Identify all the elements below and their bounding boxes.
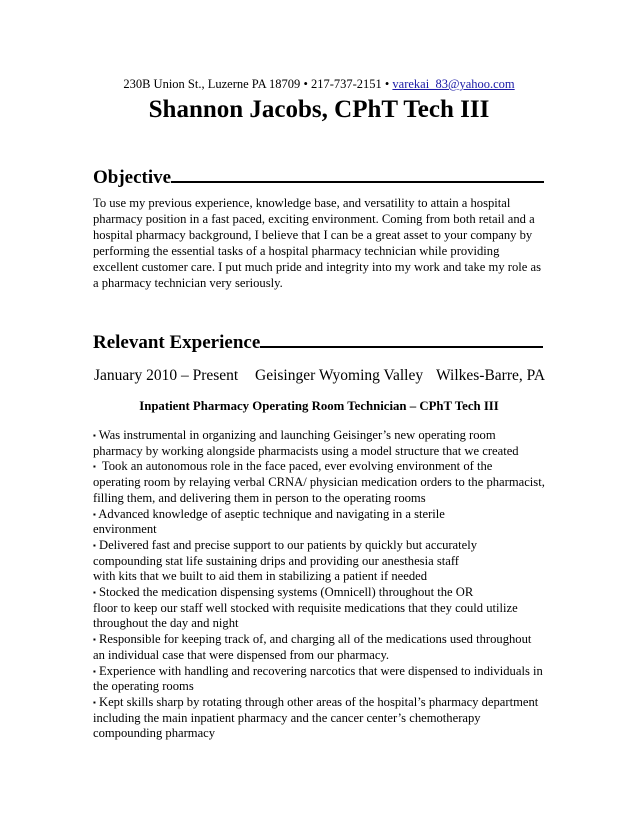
list-item	[93, 632, 551, 663]
bullet-text: Took an autonomous role in the face paced, ever evolving environment of the	[95, 459, 493, 474]
list-item	[93, 428, 551, 459]
separator-dot: •	[303, 77, 308, 91]
bullet-line	[93, 491, 551, 507]
bullet-text: filling them, and delivering them in person to the operating rooms	[93, 490, 426, 505]
bullet-text: Experience with handling and recovering narcotics that were dispensed to individuals in	[95, 663, 543, 678]
objective-heading	[93, 164, 544, 189]
bullet-text: throughout the day and night	[93, 616, 239, 631]
bullet-line	[93, 664, 551, 680]
bullet-text: compounding pharmacy	[93, 726, 216, 741]
list-item	[93, 538, 551, 585]
job-employer: Geisinger Wyoming Valley	[255, 367, 424, 384]
bullet-line	[93, 711, 551, 727]
heading-underline-rule	[171, 164, 544, 183]
objective-line: To use my previous experience, knowledge base, and versatility to attain a hospital	[93, 196, 511, 210]
bullet-text: compounding stat life sustaining drips and providing our anesthesia staff	[93, 553, 459, 568]
bullet-text: pharmacy by working alongside pharmacists using a model structure that we created	[93, 443, 519, 458]
email-link[interactable]: varekai_83@yahoo.com	[392, 77, 515, 91]
bullet-line	[93, 585, 551, 601]
list-item	[93, 664, 551, 695]
square-bullet-icon: ▪	[93, 509, 96, 519]
list-item	[93, 507, 551, 538]
bullet-text: an individual case that were dispensed from our pharmacy.	[93, 647, 390, 662]
list-item	[93, 585, 551, 632]
bullet-text: operating room by relaying verbal CRNA/ physician medication orders to the pharmacist,	[93, 475, 545, 490]
square-bullet-icon: ▪	[93, 462, 96, 472]
square-bullet-icon: ▪	[93, 635, 96, 645]
bullet-text: environment	[93, 522, 157, 537]
job-title: Inpatient Pharmacy Operating Room Technician – CPhT Tech III	[139, 399, 499, 413]
bullet-line	[93, 679, 551, 695]
bullet-text: with kits that we built to aid them in stabilizing a patient if needed	[93, 569, 428, 584]
bullet-line	[93, 601, 551, 617]
bullet-text: the operating rooms	[93, 679, 194, 694]
bullet-line	[93, 695, 551, 711]
bullet-line	[93, 475, 551, 491]
objective-paragraph	[93, 195, 548, 291]
bullet-line	[93, 538, 551, 554]
square-bullet-icon: ▪	[93, 588, 96, 598]
bullet-line	[93, 616, 551, 632]
bullet-text: Responsible for keeping track of, and charging all of the medications used throughout	[95, 632, 532, 647]
square-bullet-icon: ▪	[93, 697, 96, 707]
contact-line	[0, 77, 638, 92]
separator-dot: •	[384, 77, 390, 91]
bullet-line	[93, 444, 551, 460]
bullet-line	[93, 507, 551, 523]
bullet-line	[93, 648, 551, 664]
bullet-text: including the main inpatient pharmacy and the cancer center’s chemotherapy	[93, 710, 481, 725]
list-item	[93, 695, 551, 742]
job-dates: January 2010 – Present	[94, 367, 239, 384]
experience-bullet-list	[93, 428, 551, 742]
bullet-line	[93, 632, 551, 648]
square-bullet-icon: ▪	[93, 666, 96, 676]
relevant-experience-heading	[93, 329, 543, 354]
heading-underline-rule	[260, 329, 543, 348]
bullet-line	[93, 522, 551, 538]
bullet-line	[93, 428, 551, 444]
objective-line: a pharmacy technician very seriously.	[93, 276, 283, 290]
objective-line: pharmacy position in a fast paced, exciting environment. Coming from both retail and a	[93, 212, 535, 226]
phone-text: 217-737-2151	[310, 77, 382, 91]
bullet-text: Delivered fast and precise support to our patients by quickly but accurately	[95, 537, 478, 552]
bullet-line	[93, 726, 551, 742]
bullet-text: floor to keep our staff well stocked with requisite medications that they could utilize	[93, 600, 518, 615]
square-bullet-icon: ▪	[93, 431, 96, 440]
candidate-name: Shannon Jacobs, CPhT Tech III	[148, 96, 490, 123]
bullet-text: Stocked the medication dispensing systems (Omnicell) throughout the OR	[95, 585, 474, 600]
bullet-line	[93, 569, 551, 585]
list-item	[93, 459, 551, 506]
objective-line: performing the essential tasks of a hospital pharmacy technician while providing	[93, 244, 500, 258]
square-bullet-icon: ▪	[93, 540, 96, 550]
address-text: 230B Union St., Luzerne PA 18709	[123, 77, 301, 91]
objective-line: hospital pharmacy background, I believe that I can be a great asset to your company by	[93, 228, 533, 242]
bullet-text: Was instrumental in organizing and launching Geisinger’s new operating room	[95, 428, 496, 442]
job-location: Wilkes-Barre, PA	[436, 367, 546, 384]
relevant-experience-heading-label: Relevant Experience	[93, 332, 261, 353]
bullet-line	[93, 554, 551, 570]
bullet-text: Advanced knowledge of aseptic technique and navigating in a sterile	[95, 506, 445, 521]
objective-line: excellent customer care. I put much pride and integrity into my work and take my role as	[93, 260, 541, 274]
bullet-text: Kept skills sharp by rotating through other areas of the hospital’s pharmacy department	[95, 694, 539, 709]
bullet-line	[93, 459, 551, 475]
objective-heading-label: Objective	[93, 167, 172, 188]
